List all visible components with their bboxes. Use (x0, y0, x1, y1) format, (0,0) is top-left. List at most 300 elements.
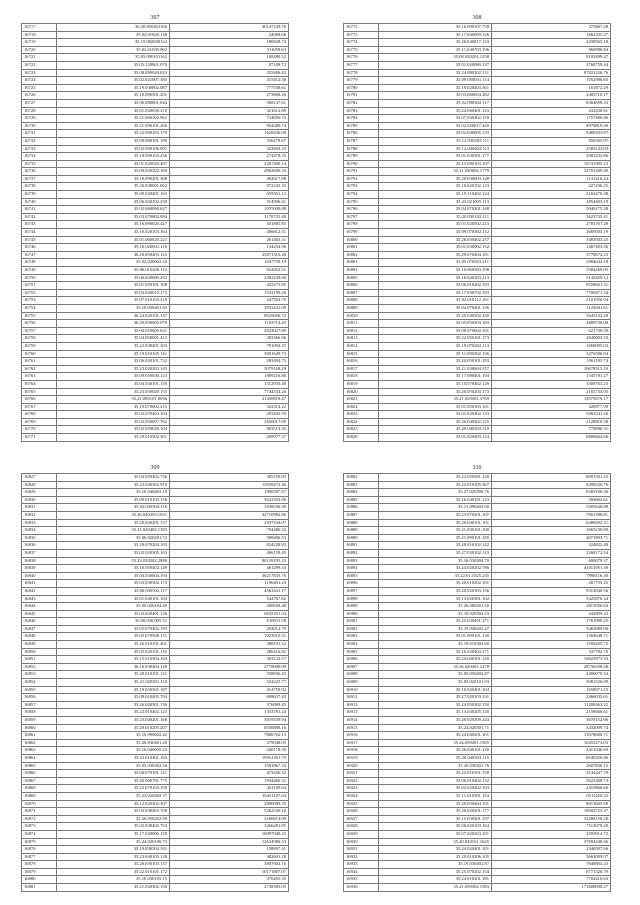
table-row (344, 747, 611, 755)
row-code-cell: 35.22.010101.172 (57, 868, 170, 876)
row-value-cell: 5143459.12 (492, 274, 611, 282)
row-code-cell: 35.20.010205.207 (57, 724, 170, 732)
row-id-cell: 16910 (344, 686, 379, 694)
row-value-cell: 7700471.34 (492, 289, 611, 297)
row-code-cell: 35.02.030402.753 (57, 823, 170, 831)
row-value-cell: 267755.25 (492, 580, 611, 588)
row-value-cell: 1196401.23 (170, 580, 289, 588)
table-row (344, 320, 611, 328)
row-code-cell: 35.02.090302.117 (379, 99, 492, 107)
row-value-cell: 10741905.13 (492, 160, 611, 168)
row-id-cell: 16936 (344, 884, 379, 892)
row-code-cell: 35.05.120801.070 (57, 61, 170, 69)
table-row (344, 365, 611, 373)
row-code-cell: 35.10.030105.15 (57, 876, 170, 884)
table-row (344, 610, 611, 618)
row-code-cell: 35.02.040005.133 (379, 130, 492, 138)
row-id-cell: 16720 (22, 46, 57, 54)
row-id-cell: 16721 (22, 54, 57, 62)
row-code-cell: 35.06.010200.112 (57, 267, 170, 275)
row-code-cell: 35.19.010105.141 (57, 350, 170, 358)
table-row (344, 46, 611, 54)
table-row (22, 565, 289, 573)
row-id-cell: 16717 (22, 24, 57, 32)
table-row (22, 868, 289, 876)
row-value-cell: 279048.05 (170, 739, 289, 747)
row-value-cell: 240178.39 (170, 747, 289, 755)
row-code-cell: 35.16.020103.164 (57, 229, 170, 237)
table-row (22, 221, 289, 229)
row-value-cell: 2937104.07 (170, 519, 289, 527)
table-row (22, 587, 289, 595)
row-value-cell: 425273.85 (170, 282, 289, 290)
row-code-cell: 35.20.050101.193 (379, 358, 492, 366)
row-id-cell: 16871 (22, 808, 57, 816)
row-code-cell: 35.22.050101.173 (379, 335, 492, 343)
row-code-cell: 35.22.010105.367 (379, 481, 492, 489)
row-code-cell: 35.29.040203.119 (379, 426, 492, 434)
row-value-cell: 4563441.17 (170, 587, 289, 595)
row-code-cell: 35.22.090103.179 (57, 130, 170, 138)
table-row (344, 236, 611, 244)
row-code-cell: 35.26.020401.1478 (379, 663, 492, 671)
row-value-cell: 2181733.05 (492, 388, 611, 396)
row-value-cell: 1889216.80 (170, 373, 289, 381)
row-id-cell: 16767 (22, 403, 57, 411)
row-code-cell: 35.18.070204.103 (57, 542, 170, 550)
row-value-cell: 2783767.28 (492, 221, 611, 229)
row-id-cell: 16848 (22, 633, 57, 641)
row-value-cell: 2158666.61 (492, 709, 611, 717)
page-number: 308 (472, 15, 482, 21)
row-code-cell: 35.03.060004.382 (379, 92, 492, 100)
row-value-cell: 473456.32 (170, 770, 289, 778)
table-row (22, 267, 289, 275)
row-id-cell: 16918 (344, 747, 379, 755)
row-value-cell: 303132.57 (170, 656, 289, 664)
row-code-cell: 35.02.021007.385 (57, 77, 170, 85)
row-value-cell: 376999.45 (170, 701, 289, 709)
row-code-cell: 35.02.61030.962 (57, 46, 170, 54)
row-code-cell: 35.00.030.005.51 (57, 618, 170, 626)
row-value-cell: 2665230.89 (492, 527, 611, 535)
row-code-cell: 35.09.070302.112 (379, 229, 492, 237)
row-id-cell: 16719 (22, 39, 57, 47)
row-id-cell: 16891 (344, 542, 379, 550)
row-value-cell: 3170725.48 (170, 213, 289, 221)
row-value-cell: 1944466.31 (170, 777, 289, 785)
row-code-cell: 35.23.050501.120 (379, 474, 492, 482)
table-row (344, 198, 611, 206)
row-id-cell: 16835 (22, 534, 57, 542)
row-value-cell: 402617.88 (170, 175, 289, 183)
row-id-cell: 16770 (22, 426, 57, 434)
row-value-cell: 3166913.09 (170, 815, 289, 823)
row-value-cell: 514906.41 (170, 198, 289, 206)
row-id-cell: 16858 (22, 709, 57, 717)
row-value-cell: 2582143.03 (492, 145, 611, 153)
row-code-cell: 35.26.040817.133 (379, 39, 492, 47)
row-value-cell: 19912391.70 (170, 754, 289, 762)
row-value-cell: 3982541.26 (492, 411, 611, 419)
table-row (344, 99, 611, 107)
row-value-cell: 138897.41 (170, 846, 289, 854)
row-code-cell: 35.05.020101.135 (57, 648, 170, 656)
row-value-cell: 1058205.72 (492, 641, 611, 649)
row-code-cell: 35.24.040101.120 (379, 656, 492, 664)
row-code-cell: 35.23.021005.113 (379, 198, 492, 206)
row-code-cell: 35.22.030401.271 (379, 618, 492, 626)
table-row (22, 115, 289, 123)
row-id-cell: 16761 (22, 358, 57, 366)
row-value-cell: 3778674.23 (492, 251, 611, 259)
row-value-cell: 8558661.31 (492, 282, 611, 290)
row-code-cell: 35.18.020302.53 (379, 610, 492, 618)
row-id-cell: 16859 (22, 717, 57, 725)
row-id-cell: 16930 (344, 838, 379, 846)
table-row (344, 830, 611, 838)
row-value-cell: 2923027.89 (170, 327, 289, 335)
row-value-cell: 10604723.37 (492, 808, 611, 816)
row-value-cell: 203366.96 (170, 335, 289, 343)
row-id-cell: 16817 (344, 365, 379, 373)
row-id-cell: 16915 (344, 724, 379, 732)
row-value-cell: 1047759.19 (170, 259, 289, 267)
table-row (344, 603, 611, 611)
sheet-page-310 (343, 464, 611, 892)
row-value-cell: 16451107.64 (170, 792, 289, 800)
row-id-cell: 16731 (22, 130, 57, 138)
row-id-cell: 16927 (344, 815, 379, 823)
row-id-cell: 16889 (344, 527, 379, 535)
table-row (344, 259, 611, 267)
table-row (344, 153, 611, 161)
table-row (344, 312, 611, 320)
table-row (22, 815, 289, 823)
row-value-cell: 32710982.86 (170, 511, 289, 519)
row-value-cell: 385150.83 (170, 474, 289, 482)
row-code-cell: 35.04.050402.736 (57, 474, 170, 482)
row-id-cell: 16811 (344, 320, 379, 328)
row-value-cell: 2778000.09 (170, 663, 289, 671)
row-value-cell: 2640003.53 (492, 335, 611, 343)
table-row (344, 519, 611, 527)
row-value-cell: 426977.99 (492, 403, 611, 411)
row-value-cell: 6511450.22 (492, 792, 611, 800)
row-id-cell: 16812 (344, 327, 379, 335)
row-value-cell: 15839272.46 (170, 481, 289, 489)
row-id-cell: 16896 (344, 580, 379, 588)
table-row (22, 358, 289, 366)
table-row (22, 24, 289, 32)
table-row (344, 84, 611, 92)
row-value-cell: 5623735.41 (492, 213, 611, 221)
row-value-cell: 36217635.76 (170, 572, 289, 580)
row-code-cell: 35.02.070403.104 (57, 411, 170, 419)
row-value-cell: 7806762.13 (170, 732, 289, 740)
row-code-cell: 35.22.010101.158 (379, 770, 492, 778)
row-value-cell: 466158.45 (170, 549, 289, 557)
row-id-cell: 16834 (22, 527, 57, 535)
row-code-cell: 35.04.010005.621 (57, 327, 170, 335)
row-id-cell: 16897 (344, 587, 379, 595)
row-code-cell: 35.02.030304.116 (57, 504, 170, 512)
row-id-cell: 16842 (22, 587, 57, 595)
row-code-cell: 35.20.040303.115 (379, 754, 492, 762)
data-table (21, 23, 289, 442)
table-row (22, 198, 289, 206)
table-row (22, 572, 289, 580)
row-code-cell: 35.04.030101.159 (57, 380, 170, 388)
row-id-cell: 16931 (344, 846, 379, 854)
table-row (344, 474, 611, 482)
row-id-cell: 16735 (22, 160, 57, 168)
row-code-cell: 35.02.020002.34 (57, 259, 170, 267)
table-row (22, 762, 289, 770)
row-value-cell: 10623973.33 (492, 656, 611, 664)
table-row (344, 251, 611, 259)
row-id-cell: 16898 (344, 595, 379, 603)
row-value-cell: 6398526.76 (492, 481, 611, 489)
row-id-cell: 16830 (22, 496, 57, 504)
table-row (344, 800, 611, 808)
row-code-cell: 35.20.030401.20 (57, 739, 170, 747)
row-value-cell: 2128810.38 (492, 418, 611, 426)
row-code-cell: 35.26.080401.50 (379, 603, 492, 611)
row-id-cell: 16920 (344, 762, 379, 770)
row-id-cell: 16867 (22, 777, 57, 785)
table-row (344, 107, 611, 115)
row-value-cell: 1131416.24 (492, 175, 611, 183)
row-value-cell: 3476586.94 (492, 350, 611, 358)
row-code-cell: 35.23.020203.143 (57, 365, 170, 373)
row-value-cell: 1023910.51 (170, 633, 289, 641)
row-id-cell: 16860 (22, 724, 57, 732)
row-id-cell: 16747 (22, 251, 57, 259)
row-code-cell: 35.24.020301.71 (379, 724, 492, 732)
row-value-cell: 293202.59 (170, 411, 289, 419)
row-id-cell: 16784 (344, 115, 379, 123)
table-row (344, 625, 611, 633)
row-code-cell: 35.10.080501.201 (57, 92, 170, 100)
row-code-cell: 35.10.060503.198 (379, 267, 492, 275)
row-value-cell: 860986.84 (492, 46, 611, 54)
table-row (344, 358, 611, 366)
table-row (22, 396, 289, 404)
table-row (22, 489, 289, 497)
row-value-cell: 322314.22 (170, 403, 289, 411)
row-code-cell: 35.23.020402.37 (57, 792, 170, 800)
row-value-cell: 6488492.31 (492, 519, 611, 527)
row-id-cell: 16933 (344, 861, 379, 869)
row-id-cell: 16733 (22, 145, 57, 153)
table-row (22, 534, 289, 542)
row-code-cell: 35.15.090402.60 (379, 504, 492, 512)
row-code-cell: 35.16.090107.758 (379, 24, 492, 32)
row-value-cell: 3678152.96 (492, 717, 611, 725)
row-code-cell: 35.19.040202.47 (379, 625, 492, 633)
row-code-cell: 35.21.090101.185 (379, 534, 492, 542)
row-code-cell: 35.01.020080.137 (379, 61, 492, 69)
row-id-cell: 16924 (344, 792, 379, 800)
table-row (22, 297, 289, 305)
row-code-cell: 35.05.070508.151 (57, 633, 170, 641)
row-id-cell: 16911 (344, 694, 379, 702)
row-code-cell: 35.03.020401.136 (57, 610, 170, 618)
row-id-cell: 16815 (344, 350, 379, 358)
row-code-cell: 35.10.050402.149 (57, 565, 170, 573)
row-value-cell: 2738583.05 (170, 884, 289, 892)
row-code-cell: 35.23.040302.910 (57, 481, 170, 489)
row-id-cell: 16782 (344, 99, 379, 107)
row-id-cell: 16755 (22, 312, 57, 320)
row-code-cell: 35.18.090103.236 (57, 153, 170, 161)
row-value-cell: 2101950.04 (492, 297, 611, 305)
table-row (344, 61, 611, 69)
table-row (344, 808, 611, 816)
row-id-cell: 16932 (344, 853, 379, 861)
row-id-cell: 16765 (22, 388, 57, 396)
row-value-cell: 616911.58 (170, 618, 289, 626)
table-row (22, 137, 289, 145)
row-value-cell: 3901649.73 (170, 350, 289, 358)
table-row (22, 69, 289, 77)
row-code-cell: 35.02.010112.161 (379, 297, 492, 305)
row-code-cell: 35.26.050402.257 (379, 236, 492, 244)
row-value-cell: 8540356.86 (492, 754, 611, 762)
row-code-cell: 35.13.020301.102 (379, 595, 492, 603)
row-id-cell: 16832 (22, 511, 57, 519)
row-id-cell: 16837 (22, 549, 57, 557)
row-code-cell: 35.04.070201.148 (379, 206, 492, 214)
row-value-cell: 3432009.74 (492, 724, 611, 732)
row-code-cell: 35.27.020306.76 (379, 489, 492, 497)
table-row (344, 868, 611, 876)
table-row (344, 633, 611, 641)
row-code-cell: 35.06.030502.117 (57, 587, 170, 595)
row-id-cell: 16872 (22, 815, 57, 823)
row-code-cell: 35.20.040302.125 (379, 418, 492, 426)
row-code-cell: 35.19.030504.161 (57, 846, 170, 854)
row-code-cell: 35.27.020102.123 (379, 549, 492, 557)
row-value-cell: 261463.31 (170, 236, 289, 244)
table-row (344, 549, 611, 557)
table-row (344, 861, 611, 869)
row-code-cell: 35.05.070503.211 (379, 259, 492, 267)
row-id-cell: 16778 (344, 69, 379, 77)
row-value-cell: 5622333.96 (170, 496, 289, 504)
table-row (22, 792, 289, 800)
table-row (22, 663, 289, 671)
row-value-cell: 4962606.33 (170, 168, 289, 176)
row-code-cell: 35.20.020201.137 (57, 519, 170, 527)
row-code-cell: 35.21.020402.1383 (57, 527, 170, 535)
table-row (344, 39, 611, 47)
row-value-cell: 2163476.38 (492, 191, 611, 199)
row-value-cell: 2854403.19 (492, 198, 611, 206)
table-row (344, 221, 611, 229)
row-id-cell: 16874 (22, 830, 57, 838)
row-code-cell: 36.20.050005.079 (57, 320, 170, 328)
table-row (22, 641, 289, 649)
row-value-cell: 263012.79 (170, 625, 289, 633)
table-row (22, 838, 289, 846)
table-row (22, 511, 289, 519)
table-row (22, 46, 289, 54)
row-value-cell: 2607830.15 (492, 762, 611, 770)
row-code-cell: 35.12.020302.307 (57, 800, 170, 808)
row-value-cell: 5643132.28 (492, 312, 611, 320)
row-code-cell: 35.24.040201.101 (379, 732, 492, 740)
row-value-cell: 24968.66 (170, 31, 289, 39)
row-id-cell: 16863 (22, 747, 57, 755)
row-value-cell: 1103714.45 (170, 320, 289, 328)
row-id-cell: 16742 (22, 213, 57, 221)
row-value-cell: 415412.56 (170, 77, 289, 85)
row-id-cell: 16831 (22, 504, 57, 512)
row-id-cell: 16926 (344, 808, 379, 816)
table-row (22, 418, 289, 426)
row-code-cell: 35.23.030202.2886 (57, 557, 170, 565)
table-row (22, 861, 289, 869)
row-value-cell: 375867.28 (492, 24, 611, 32)
row-value-cell: 9469333.87 (492, 130, 611, 138)
row-code-cell: 35.02.020017.420 (379, 122, 492, 130)
table-row (22, 876, 289, 884)
row-code-cell: 35.01.030002.132 (379, 244, 492, 252)
table-row (22, 679, 289, 687)
row-value-cell: 6583196.36 (492, 489, 611, 497)
table-row (344, 335, 611, 343)
row-value-cell: 1055009.88 (170, 206, 289, 214)
row-id-cell: 16804 (344, 267, 379, 275)
row-id-cell: 16929 (344, 830, 379, 838)
row-id-cell: 16803 (344, 259, 379, 267)
row-code-cell: 35.18.020203.213 (379, 274, 492, 282)
row-value-cell: 3383943.25 (492, 236, 611, 244)
table-row (22, 77, 289, 85)
table-row (344, 168, 611, 176)
row-id-cell: 16795 (344, 198, 379, 206)
row-value-cell: 12634986.53 (170, 838, 289, 846)
row-code-cell: 35.09.020202.169 (57, 168, 170, 176)
row-code-cell: 35.03.030403.708 (57, 808, 170, 816)
table-row (344, 884, 611, 892)
row-code-cell: 35.19.070202.113 (379, 342, 492, 350)
row-code-cell: 35.07.020203.101 (379, 830, 492, 838)
row-id-cell: 16903 (344, 633, 379, 641)
row-value-cell: 8976819.40 (492, 122, 611, 130)
row-id-cell: 16850 (22, 648, 57, 656)
row-id-cell: 16825 (344, 426, 379, 434)
row-code-cell: 35.16.020403.171 (379, 648, 492, 656)
row-code-cell: 35.03.020010.172 (57, 289, 170, 297)
table-row (22, 823, 289, 831)
row-value-cell: 2268172.54 (492, 549, 611, 557)
row-code-cell: 35.08.090020.023 (57, 69, 170, 77)
table-row (22, 236, 289, 244)
row-id-cell: 16736 (22, 168, 57, 176)
row-code-cell: 36.16.030404.128 (57, 663, 170, 671)
row-value-cell: 80139195.23 (170, 557, 289, 565)
table-row (344, 267, 611, 275)
row-value-cell: 3308763.23 (492, 380, 611, 388)
table-row (22, 31, 289, 39)
table-row (344, 69, 611, 77)
row-code-cell: 35.27.020103.131 (379, 694, 492, 702)
row-id-cell: 16905 (344, 648, 379, 656)
row-code-cell: 35.06.020080.232 (57, 274, 170, 282)
